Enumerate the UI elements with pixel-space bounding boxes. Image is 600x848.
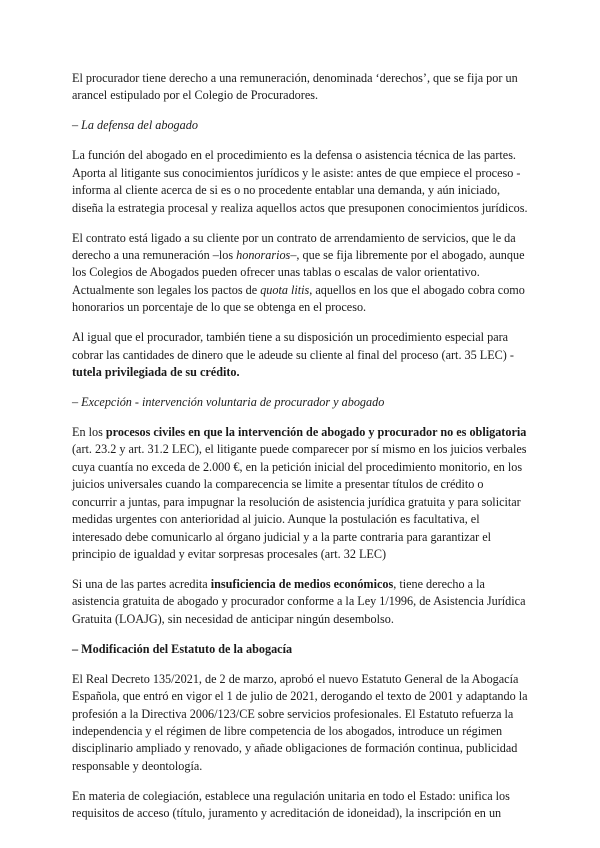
- paragraph-contrato-honorarios: El contrato está ligado a su cliente por un contrato de arrendamiento de servicios, que le da derecho a una remuneración –los honorarios–, que se fija libremente por el abogado, aunque los Colegios de Abogados pueden ofrecer unas tablas o escalas de valor orientativo. Actualmente son legales los pactos de quota litis, aquellos en los que el abogado cobra como honorarios un porcentaje de lo que se obtenga en el proceso.: [72, 230, 525, 315]
- paragraph-procurador-remuneracion: El procurador tiene derecho a una remuneración, denominada ‘derechos’, que se fija por un arancel estipulado por el Colegio de Procuradores.: [72, 71, 518, 103]
- paragraph-tutela-credito: Al igual que el procurador, también tiene a su disposición un procedimiento especial para cobrar las cantidades de dinero que le adeude su cliente al final del proceso (art. 35 LEC) - tutela privilegiada de su crédito.: [72, 330, 514, 380]
- paragraph-procesos-civiles: En los procesos civiles en que la intervención de abogado y procurador no es obligatoria (art. 23.2 y art. 31.2 LEC), el litigante puede comparecer por sí mismo en los juicios verbales cuya cuantía no exceda de 2.000 €, en la petición inicial del procedimiento monitorio, en los juicios universales cuando la comparecencia se limite a presentar títulos de crédito o concurrir a juntas, para impugnar la resolución de asistencia jurídica gratuita y para solicitar medidas urgentes con anterioridad al juicio. Aunque la postulación es facultativa, el interesado debe comunicarlo al órgano judicial y a la parte contraria para garantizar el principio de igualdad y evitar sorpresas procesales (art. 32 LEC): [72, 425, 527, 561]
- heading-modificacion-estatuto: – Modificación del Estatuto de la abogacía: [72, 641, 293, 656]
- heading-defensa-abogado: – La defensa del abogado: [72, 118, 198, 133]
- heading-excepcion: – Excepción - intervención voluntaria de procurador y abogado: [72, 395, 385, 410]
- paragraph-real-decreto: El Real Decreto 135/2021, de 2 de marzo, aprobó el nuevo Estatuto General de la Abogacía Española, que entró en vigor el 1 de julio de 2021, derogando el texto de 2001 y adaptando la profesión a la Directiva 2006/123/CE sobre servicios profesionales. El Estatuto refuerza la independencia y el régimen de libre competencia de los abogados, introduce un régimen disciplinario ampliado y renovado, y añade obligaciones de formación continua, publicidad responsable y deontología.: [72, 671, 528, 773]
- document-page: [72, 70, 528, 835]
- paragraph-colegiacion: En materia de colegiación, establece una regulación unitaria en todo el Estado: unifica los requisitos de acceso (título, juramento y acreditación de idoneidad), la inscripción en un: [72, 788, 510, 821]
- paragraph-asistencia-gratuita: Si una de las partes acredita insuficiencia de medios económicos, tiene derecho a la asistencia gratuita de abogado y procurador conforme a la Ley 1/1996, de Asistencia Jurídica Gratuita (LOAJG), sin necesidad de anticipar ningún desembolso.: [72, 576, 526, 626]
- paragraph-funcion-abogado: La función del abogado en el procedimiento es la defensa o asistencia técnica de las partes. Aporta al litigante sus conocimientos jurídicos y le asiste: antes de que empiece el proceso - informa al cliente acerca de si es o no procedente entablar una demanda, y aún iniciado, diseña la estrategia procesal y realiza aquellos actos que presuponen conocimientos jurídicos.: [72, 148, 528, 215]
